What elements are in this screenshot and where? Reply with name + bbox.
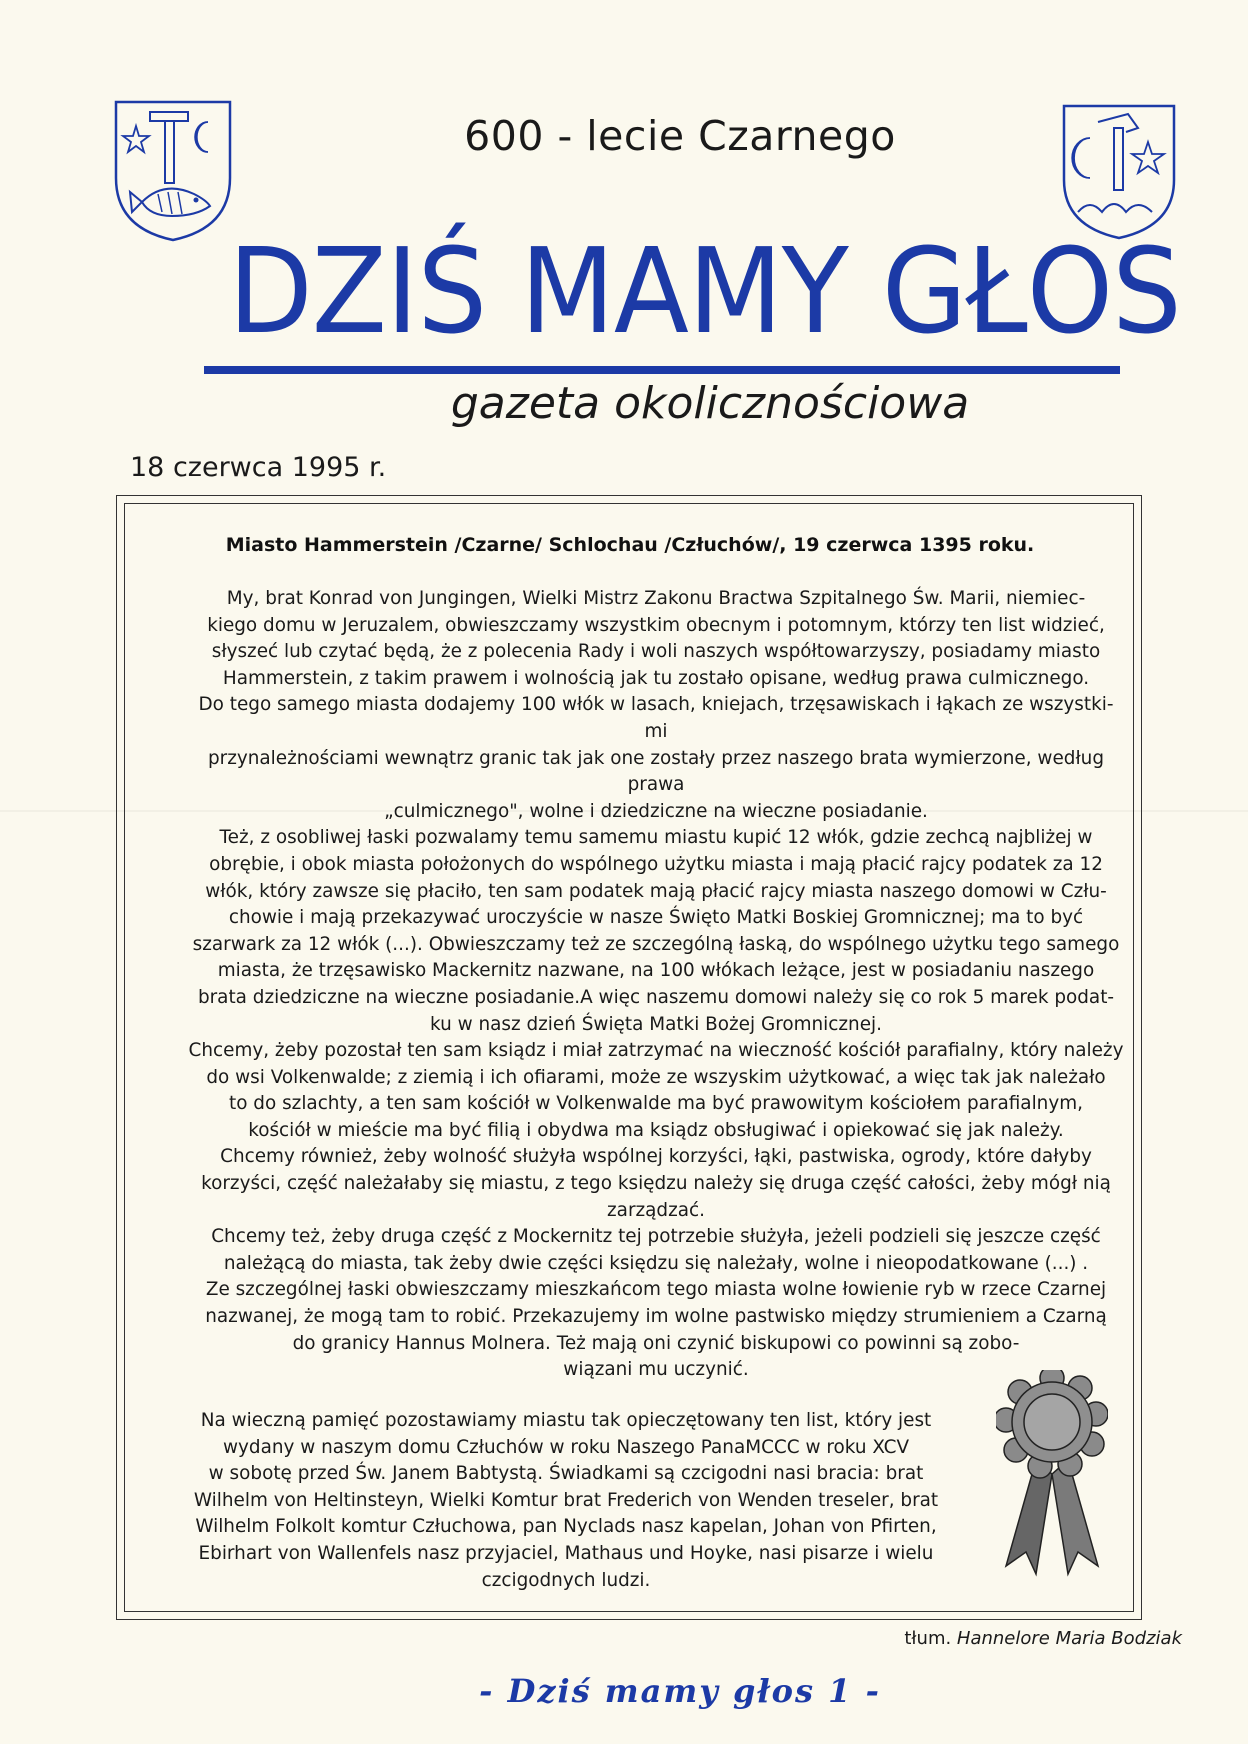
letter-line: Chcemy również, żeby wolność służyła wspólnej korzyści, łąki, pastwiska, ogrody, które dałyby (220, 1146, 1092, 1168)
letter-line: nazwanej, że mogą tam to robić. Przekazujemy im wolne pastwisko między strumieniem a Czarną (205, 1306, 1107, 1328)
closing-line: Wilhelm von Heltinsteyn, Wielki Komtur brat Frederich von Wenden treseler, brat (193, 1489, 939, 1511)
letter-line: Do tego samego miasta dodajemy 100 włók w lasach, kniejach, trzęsawiskach i łąkach ze wszystki- (198, 694, 1114, 716)
letter-line: mi (644, 720, 668, 742)
letter-line: My, brat Konrad von Jungingen, Wielki Mistrz Zakonu Bractwa Szpitalnego Św. Marii, niemiec- (226, 588, 1086, 609)
subtitle: gazeta okolicznościowa (450, 378, 970, 429)
rosette-seal-icon (996, 1370, 1108, 1580)
translator-credit (860, 1628, 1182, 1649)
closing-line: Na wieczną pamięć pozostawiamy miastu tak opieczętowany ten list, który jest (200, 1410, 932, 1431)
masthead-rule (204, 366, 1120, 374)
letter-line: Chcemy, żeby pozostał ten sam ksiądz i miał zatrzymać na wieczność kościół parafialny, który należy (188, 1040, 1124, 1062)
letter-line: prawa (627, 774, 685, 796)
letter-line: zarządzać. (607, 1199, 705, 1221)
letter-line: kiego domu w Jeruzalem, obwieszczamy wszystkim obecnym i potomnym, którzy ten list widzieć, (207, 614, 1105, 636)
footer-page-label: - Dziś mamy głos 1 - (479, 1672, 881, 1710)
letter-line: należącą do miasta, tak żeby dwie części księdzu się należały, wolne i nieopodatkowane (...) . (223, 1252, 1089, 1274)
closing-line: wydany w naszym domu Człuchów w roku Naszego PanaMCCC w roku XCV (222, 1436, 910, 1458)
letter-line: Też, z osobliwej łaski pozwalamy temu samemu miastu kupić 12 włók, gdzie zechcą najbliżej w (219, 827, 1093, 849)
masthead-title: DZIŚ MAMY GŁOS (228, 222, 1181, 360)
translator-prefix: tłum. (904, 1628, 957, 1649)
letter-line: do wsi Volkenwalde; z ziemią i ich ofiarami, może ze wszyskim użytkować, a więc tak jak należało (206, 1066, 1106, 1088)
letter-line: szarwark za 12 włók (...). Obwieszczamy też ze szczególną łaską, do wspólnego użytku tego samego (192, 933, 1120, 955)
letter-line: wiązani mu uczynić. (563, 1359, 749, 1381)
letter-line: miasta, że trzęsawisko Mackernitz nazwane, na 100 włókach leżące, jest w posiadaniu naszego (217, 960, 1095, 982)
letter-line: brata dziedziczne na wieczne posiadanie.A więc naszemu domowi należy się co rok 5 marek podat- (197, 986, 1115, 1008)
letter-line: Chcemy też, żeby druga część z Mockernitz tej potrzebie służyła, jeżeli podzieli się jeszcze część (211, 1226, 1101, 1248)
letter-line: chowie i mają przekazywać uroczyście w nasze Święto Matki Boskiej Gromnicznej; ma to być (228, 907, 1084, 929)
coat-of-arms-left-icon (112, 98, 234, 244)
letter-line: Hammerstein, z takim prawem i wolnością jak tu zostało opisane, według prawa culmicznego. (222, 667, 1090, 689)
anniversary-title: 600 - lecie Czarnego (464, 112, 896, 160)
letter-body (176, 586, 1136, 1384)
coat-of-arms-right-icon (1060, 102, 1178, 242)
letter-line: „culmicznego", wolne i dziedziczne na wieczne posiadanie. (384, 800, 928, 822)
letter-line: włók, który zawsze się płaciło, ten sam podatek mają płacić rajcy miasta naszego domowi w Człu- (205, 880, 1107, 902)
closing-line: w sobotę przed Św. Janem Babtystą. Świadkami są czcigodni nasi bracia: brat (208, 1463, 924, 1485)
letter-line: do granicy Hannus Molnera. Też mają oni czynić biskupowi co powinni są zobo- (292, 1332, 1020, 1354)
closing-line: Ebirhart von Wallenfels nasz przyjaciel, Mathaus und Hoyke, nasi pisarze i wielu (198, 1542, 934, 1564)
letter-line: przynależnościami wewnątrz granic tak jak one zostały przez naszego brata wymierzone, według (207, 747, 1105, 769)
letter-closing (176, 1408, 956, 1594)
letter-line: korzyści, część należałaby się miastu, z tego księdzu należy się druga część całości, żeby mógł nią (201, 1173, 1111, 1195)
closing-line: czcigodnych ludzi. (481, 1569, 651, 1591)
letter-line: to do szlachty, a ten sam kościół w Volkenwalde ma być prawowitym kościołem parafialnym, (229, 1093, 1083, 1115)
letter-line: Ze szczególnej łaski obwieszczamy mieszkańcom tego miasta wolne łowienie ryb w rzece Czarnej (205, 1279, 1107, 1301)
letter-line: obrębie, i obok miasta położonych do wspólnego użytku miasta i mają płacić rajcy podatek za 12 (209, 853, 1103, 875)
closing-line: Wilhelm Folkolt komtur Człuchowa, pan Nyclads nasz kapelan, Johan von Pfirten, (195, 1516, 937, 1538)
translator-name: Hannelore Maria Bodziak (956, 1628, 1182, 1649)
issue-date: 18 czerwca 1995 r. (130, 452, 387, 483)
letter-line: kościół w mieście ma być filią i obydwa ma ksiądz obsługiwać i opiekować się jak należy. (248, 1119, 1064, 1141)
letter-line: ku w nasz dzień Święta Matki Bożej Gromnicznej. (430, 1013, 882, 1035)
letter-line: słyszeć lub czytać będą, że z polecenia Rady i woli naszych współtowarzyszy, posiadamy miasto (211, 641, 1101, 663)
letter-heading: Miasto Hammerstein /Czarne/ Schlochau /Człuchów/, 19 czerwca 1395 roku. (225, 534, 1035, 556)
